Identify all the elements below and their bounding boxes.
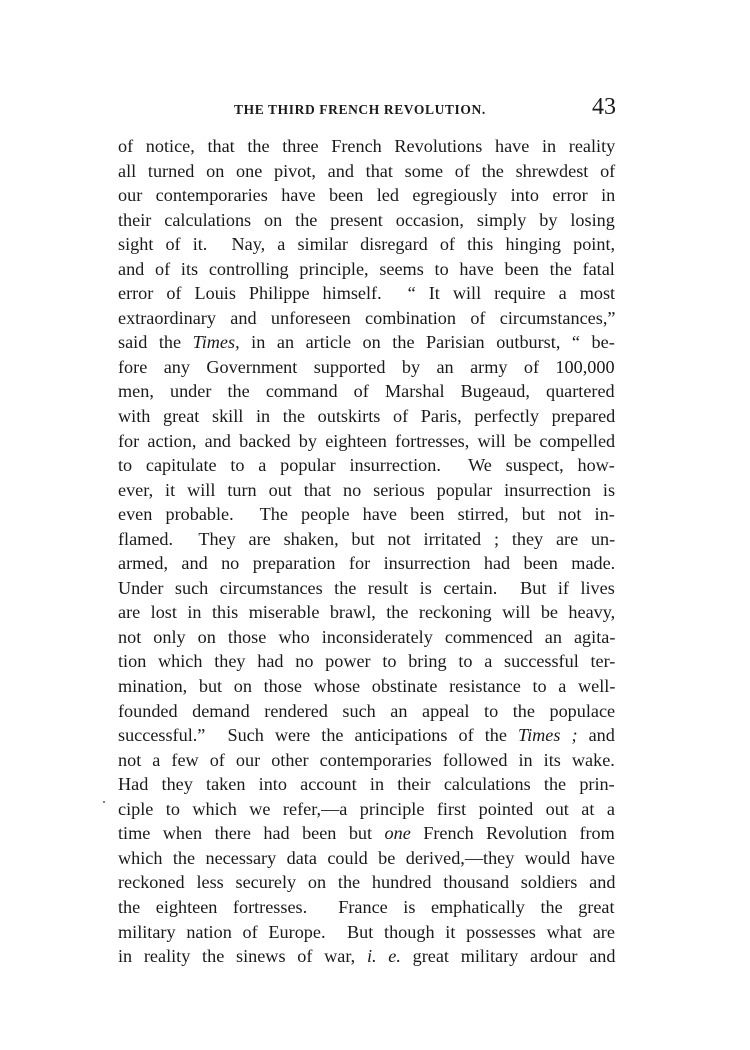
text-line <box>118 134 615 159</box>
text-line <box>118 527 615 552</box>
text-line <box>118 674 615 699</box>
text-run: fore any Government supported by an army of 100,000 <box>118 356 615 377</box>
text-line <box>118 797 615 822</box>
text-line <box>118 330 615 355</box>
text-line <box>118 379 615 404</box>
text-run: of notice, that the three French Revolutions have in reality <box>118 136 616 156</box>
text-run: mination, but on those whose obstinate resistance to a well- <box>118 676 616 697</box>
text-run: our contemporaries have been led egregiously into error in <box>118 185 616 206</box>
text-line <box>118 306 615 331</box>
text-run: extraordinary and unforeseen combination of circumstances,” <box>118 307 616 328</box>
text-run: Under such circumstances the result is certain. But if lives <box>118 577 615 598</box>
text-run: for action, and backed by eighteen fortresses, will be compelled <box>118 430 616 451</box>
text-run: French Revolution from <box>410 823 615 844</box>
text-run: Had they taken into account in their calculations the prin- <box>118 774 615 795</box>
text-run: ever, it will turn out that no serious popular insurrection is <box>118 479 616 500</box>
text-run: reckoned less securely on the hundred thousand soldiers and <box>118 872 616 893</box>
text-line <box>118 208 615 233</box>
text-run: tion which they had no power to bring to a successful ter- <box>118 651 616 672</box>
text-line <box>118 257 615 282</box>
text-run: in reality the sinews of war, <box>118 946 367 967</box>
text-run: and <box>577 725 615 746</box>
text-run: said the <box>118 332 193 353</box>
text-line <box>118 281 615 306</box>
text-line <box>118 404 615 429</box>
text-line <box>118 478 615 503</box>
italic-text: one <box>384 823 411 844</box>
text-line <box>118 895 615 920</box>
text-run: successful.” Such were the anticipations of the <box>118 725 518 746</box>
text-run: with great skill in the outskirts of Paris, perfectly prepared <box>118 406 616 427</box>
text-line <box>118 355 615 380</box>
text-run: armed, and no preparation for insurrection had been made. <box>118 553 616 574</box>
italic-text: i. e. <box>366 946 401 967</box>
text-run: the eighteen fortresses. France is emphatically the great <box>118 896 615 917</box>
text-line <box>118 846 615 871</box>
text-line <box>118 232 615 257</box>
text-line <box>118 870 615 895</box>
text-line <box>118 723 615 748</box>
text-run: time when there had been but <box>118 823 385 844</box>
italic-text: Times ; <box>517 725 578 746</box>
running-title: THE THIRD FRENCH REVOLUTION. <box>234 102 486 117</box>
text-line <box>118 920 615 945</box>
running-head <box>118 94 616 126</box>
text-run: founded demand rendered such an appeal to the populace <box>118 700 616 721</box>
text-run: ciple to which we refer,—a principle first pointed out at a <box>118 798 615 819</box>
text-run: are lost in this miserable brawl, the reckoning will be heavy, <box>118 602 616 623</box>
text-line <box>118 649 615 674</box>
text-run: men, under the command of Marshal Bugeaud, quartered <box>118 381 615 402</box>
text-line <box>118 699 615 724</box>
text-line <box>118 625 615 650</box>
text-run: in an article on the Parisian outburst, “ be- <box>239 332 615 353</box>
text-run: flamed. They are shaken, but not irritated ; they are un- <box>118 528 616 549</box>
text-run: which the necessary data could be derived,—they would have <box>118 847 615 868</box>
text-run: all turned on one pivot, and that some of the shrewdest of <box>118 160 616 181</box>
italic-text: Times, <box>192 332 240 353</box>
text-line <box>118 576 615 601</box>
body-text <box>118 134 615 969</box>
text-line <box>118 821 615 846</box>
text-line <box>118 159 615 184</box>
text-run: not a few of our other contemporaries followed in its wake. <box>118 749 615 770</box>
text-run: great military ardour and <box>400 946 616 967</box>
text-line <box>118 551 615 576</box>
text-run: error of Louis Philippe himself. “ It will require a most <box>118 283 616 304</box>
text-line <box>118 429 615 454</box>
text-run: military nation of Europe. But though it possesses what are <box>118 921 615 942</box>
text-line <box>118 944 615 969</box>
page-number: 43 <box>592 94 616 120</box>
print-speck <box>103 801 105 803</box>
text-line <box>118 502 615 527</box>
text-line <box>118 748 615 773</box>
text-run: not only on those who inconsiderately commenced an agita- <box>118 626 616 647</box>
text-run: sight of it. Nay, a similar disregard of this hinging point, <box>118 234 616 255</box>
text-line <box>118 772 615 797</box>
text-line <box>118 183 615 208</box>
text-run: even probable. The people have been stirred, but not in- <box>118 504 615 525</box>
text-run: to capitulate to a popular insurrection. We suspect, how- <box>118 455 615 476</box>
text-run: their calculations on the present occasion, simply by losing <box>118 209 615 230</box>
text-run: and of its controlling principle, seems to have been the fatal <box>118 258 615 279</box>
text-line <box>118 600 615 625</box>
text-line <box>118 453 615 478</box>
